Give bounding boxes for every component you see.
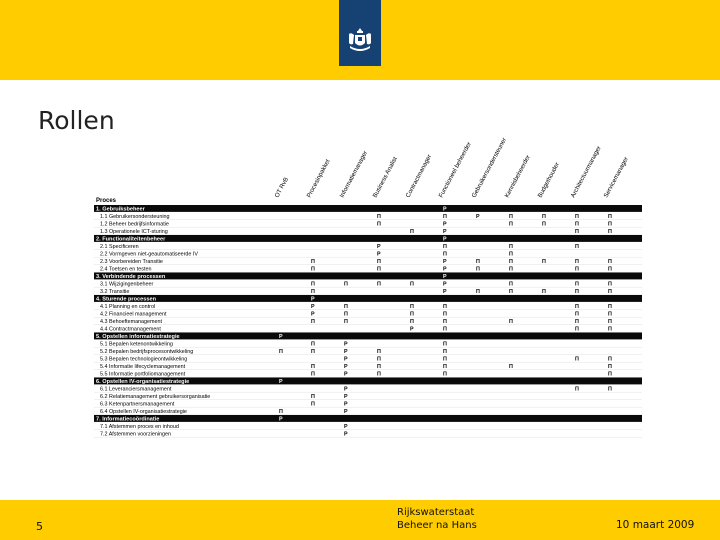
section-label: 3. Verbindende processen [96, 274, 166, 280]
process-label: 6.2 Relatiemanagement gebruikersorganisatie [100, 394, 211, 400]
matrix-cell: П [443, 214, 447, 220]
page-number: 5 [36, 520, 43, 533]
matrix-cell: П [509, 244, 513, 250]
matrix-cell: П [608, 319, 612, 325]
matrix-cell: П [410, 311, 414, 318]
matrix-cell: П [509, 259, 513, 265]
matrix-cell: П [344, 304, 348, 310]
matrix-cell: П [311, 266, 315, 273]
matrix-cell: П [311, 371, 315, 378]
role-header: Gebruikersondersteuner [470, 136, 509, 199]
matrix-cell: P [279, 379, 283, 385]
section-band [94, 205, 642, 212]
matrix-cell: P [410, 326, 414, 333]
matrix-cell: П [509, 251, 513, 258]
role-header: Informatiemanager [338, 149, 370, 199]
matrix-cell: П [279, 409, 283, 415]
role-header: Contractmanager [404, 153, 434, 199]
matrix-header-title: Proces [96, 198, 117, 204]
matrix-cell: P [443, 289, 447, 295]
process-label: 5.2 Bepalen bedrijfsprocesontwikkeling [100, 349, 194, 355]
matrix-cell: П [608, 386, 612, 393]
matrix-cell: П [608, 304, 612, 310]
matrix-cell: P [344, 356, 348, 363]
matrix-cell: П [608, 229, 612, 235]
matrix-cell: П [443, 341, 447, 348]
matrix-cell: П [608, 326, 612, 333]
process-label: 1.3 Operationele ICT-sturing [100, 229, 168, 235]
role-header: Architectuurmanager [569, 144, 603, 199]
matrix-cell: P [344, 386, 348, 393]
matrix-cell: П [575, 221, 579, 228]
matrix-cell: P [344, 431, 348, 438]
section-label: 5. Opstellen informatiestrategie [96, 334, 180, 340]
matrix-cell: P [443, 274, 447, 280]
matrix-cell: П [509, 319, 513, 325]
matrix-cell: П [608, 371, 612, 378]
matrix-cell: P [377, 244, 381, 250]
matrix-cell: П [608, 221, 612, 228]
matrix-cell: П [443, 304, 447, 310]
matrix-cell: П [311, 394, 315, 400]
process-label: 1.1 Gebruikersondersteuning [100, 214, 170, 220]
matrix-cell: П [443, 356, 447, 363]
matrix-cell: П [575, 311, 579, 318]
matrix-cell: П [344, 281, 348, 288]
section-label: 7. Informatiecoördinatie [96, 416, 160, 423]
matrix-cell: P [279, 334, 283, 340]
matrix-cell: P [311, 296, 315, 303]
process-label: 4.1 Planning en control [100, 304, 156, 310]
slide-date: 10 maart 2009 [616, 519, 695, 531]
matrix-cell: П [575, 356, 579, 363]
matrix-cell: П [476, 266, 480, 273]
role-header: Kennisbeheerder [503, 154, 532, 199]
matrix-cell: П [575, 266, 579, 273]
matrix-cell: P [443, 259, 447, 265]
matrix-cell: П [575, 319, 579, 325]
slide-title: Rollen [38, 106, 115, 135]
section-band [94, 235, 642, 242]
matrix-cell: П [311, 401, 315, 408]
matrix-cell: П [542, 214, 546, 220]
process-label: 2.2 Vormgeven niet-geautomatiseerde IV [100, 251, 198, 258]
matrix-cell: П [608, 311, 612, 318]
matrix-cell: П [575, 281, 579, 288]
role-header: Business Analist [371, 155, 399, 199]
matrix-cell: П [608, 289, 612, 295]
process-label: 4.4 Contractmanagement [100, 326, 161, 333]
matrix-cell: P [344, 349, 348, 355]
matrix-cell: P [443, 229, 447, 235]
matrix-cell: П [377, 371, 381, 378]
section-label: 6. Opstellen IV-organisatiestrategie [96, 379, 190, 385]
matrix-cell: П [443, 349, 447, 355]
section-band [94, 415, 642, 422]
bottom-banner [0, 500, 720, 540]
section-label: 2. Functionaliteitenbeheer [96, 236, 166, 243]
matrix-cell: П [509, 281, 513, 288]
matrix-cell: П [377, 266, 381, 273]
matrix-cell: П [608, 356, 612, 363]
matrix-cell: П [608, 266, 612, 273]
matrix-cell: П [443, 244, 447, 250]
matrix-cell: П [575, 214, 579, 220]
matrix-cell: П [344, 311, 348, 318]
matrix-cell: P [443, 281, 447, 288]
organisation-name [397, 506, 477, 532]
matrix-cell: P [344, 401, 348, 408]
process-label: 2.1 Specificeren [100, 244, 139, 250]
matrix-cell: P [344, 371, 348, 378]
matrix-cell: П [443, 326, 447, 333]
matrix-cell: П [377, 259, 381, 265]
matrix-cell: P [344, 394, 348, 400]
matrix-cell: П [279, 349, 283, 355]
process-label: 7.2 Afstemmen voorzieningen [100, 431, 172, 438]
matrix-cell: П [410, 229, 414, 235]
matrix-cell: П [542, 259, 546, 265]
process-label: 3.2 Transitie [100, 289, 130, 295]
matrix-cell: P [344, 364, 348, 370]
matrix-cell: П [443, 319, 447, 325]
matrix-cell: П [344, 319, 348, 325]
matrix-cell: П [377, 349, 381, 355]
matrix-cell: P [311, 304, 315, 310]
section-band [94, 295, 642, 302]
matrix-cell: П [575, 326, 579, 333]
matrix-cell: П [575, 244, 579, 250]
process-label: 5.1 Bepalen ketenontwikkeling [100, 341, 173, 348]
matrix-cell: P [443, 206, 447, 213]
matrix-cell: P [377, 251, 381, 258]
matrix-cell: P [344, 424, 348, 430]
matrix-cell: П [476, 259, 480, 265]
process-label: 5.3 Bepalen technologieontwikkeling [100, 356, 188, 363]
matrix-cell: П [509, 266, 513, 273]
matrix-cell: П [575, 304, 579, 310]
matrix-cell: P [311, 311, 315, 318]
matrix-cell: П [311, 341, 315, 348]
process-label: 7.1 Afstemmen proces en inhoud [100, 424, 179, 430]
matrix-cell: П [509, 221, 513, 228]
process-label: 2.4 Toetsen en testen [100, 266, 152, 273]
process-label: 6.4 Opstellen IV-organisatiestrategie [100, 409, 187, 415]
role-header: OT RvB [273, 176, 291, 199]
matrix-cell: П [377, 221, 381, 228]
matrix-cell: П [311, 364, 315, 370]
matrix-cell: П [443, 311, 447, 318]
section-label: 1. Gebruiksbeheer [96, 206, 145, 213]
process-label: 1.2 Beheer bedrijfsinformatie [100, 221, 169, 228]
matrix-cell: П [575, 289, 579, 295]
matrix-cell: П [443, 371, 447, 378]
matrix-cell: П [608, 364, 612, 370]
process-label: 5.4 Informatie lifecyclemanagement [100, 364, 186, 370]
matrix-cell: P [443, 266, 447, 273]
matrix-cell: П [443, 364, 447, 370]
matrix-cell: П [542, 221, 546, 228]
matrix-cell: П [410, 304, 414, 310]
matrix-cell: П [377, 364, 381, 370]
role-header: Budgethouder [536, 161, 562, 199]
organisation-line-1: Rijkswaterstaat [397, 507, 475, 518]
matrix-cell: П [377, 356, 381, 363]
matrix-cell: P [443, 236, 447, 243]
matrix-cell: П [608, 259, 612, 265]
process-label: 6.1 Leveranciersmanagement [100, 386, 172, 393]
role-header: Procesinpakket [305, 158, 332, 199]
matrix-cell: П [476, 289, 480, 295]
matrix-cell: П [311, 281, 315, 288]
matrix-cell: П [509, 214, 513, 220]
process-label: 2.3 Voorbereiden Transitie [100, 259, 163, 265]
matrix-cell: П [509, 364, 513, 370]
matrix-cell: П [542, 289, 546, 295]
process-label: 4.2 Financieel management [100, 311, 167, 318]
process-label: 6.3 Ketenpartnersmanagement [100, 401, 175, 408]
process-label: 4.3 Behoeftemanagement [100, 319, 163, 325]
matrix-cell: П [608, 214, 612, 220]
matrix-cell: П [443, 251, 447, 258]
matrix-cell: П [311, 259, 315, 265]
section-band [94, 273, 642, 280]
matrix-cell: P [344, 341, 348, 348]
matrix-cell: П [509, 289, 513, 295]
matrix-cell: П [410, 319, 414, 325]
process-label: 3.1 Wijzigingenbeheer [100, 281, 154, 288]
organisation-line-2: Beheer na Hans [397, 520, 477, 531]
matrix-cell: П [608, 281, 612, 288]
matrix-cell: П [575, 229, 579, 235]
matrix-cell: П [410, 281, 414, 288]
matrix-cell: P [344, 409, 348, 415]
matrix-cell: P [476, 214, 480, 220]
matrix-cell: П [377, 214, 381, 220]
role-header: Functioneel beheerder [437, 140, 473, 199]
section-label: 4. Sturende processen [96, 296, 156, 303]
matrix-cell: П [575, 259, 579, 265]
matrix-cell: П [311, 289, 315, 295]
matrix-cell: П [575, 386, 579, 393]
matrix-cell: P [443, 221, 447, 228]
matrix-cell: П [377, 281, 381, 288]
matrix-cell: П [311, 349, 315, 355]
role-header: Servicemanager [602, 155, 630, 199]
matrix-cell: П [311, 319, 315, 325]
process-label: 5.5 Informatie portfoliomanagement [100, 371, 186, 378]
matrix-cell: P [279, 416, 283, 423]
